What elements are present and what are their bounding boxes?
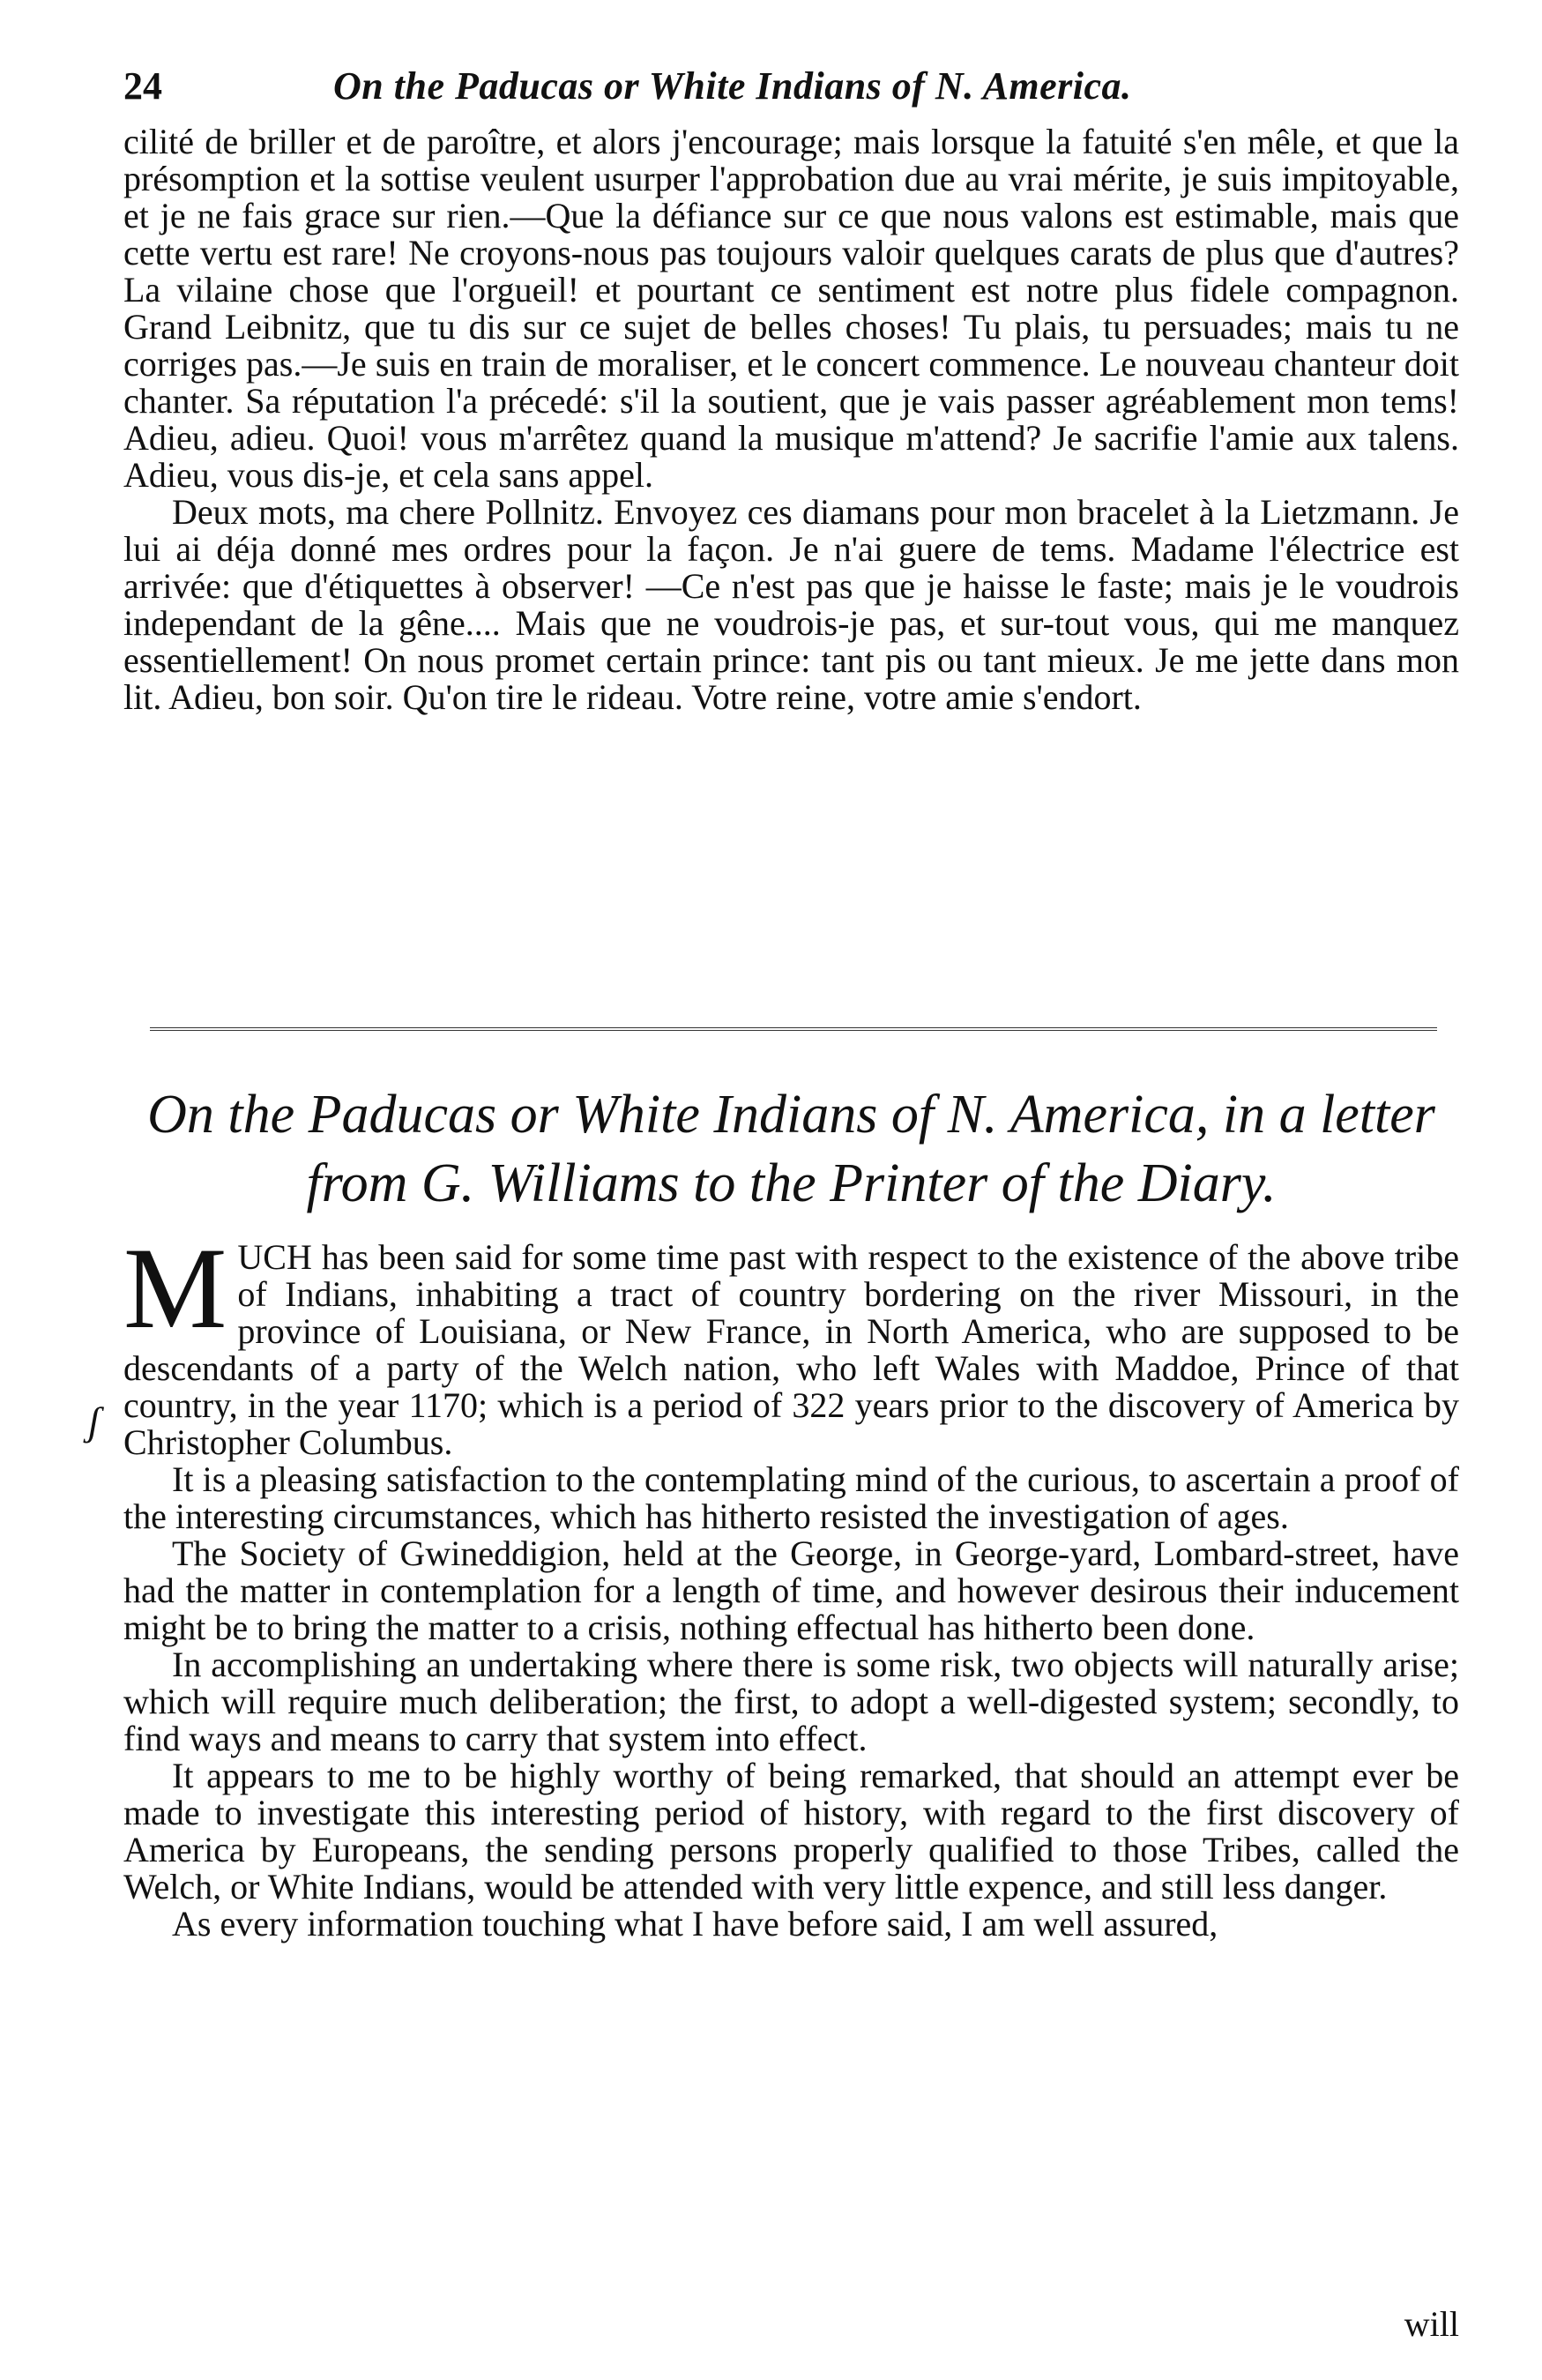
article-text (123, 1223, 1459, 1944)
letter-text (123, 123, 1459, 716)
page-number: 24 (123, 64, 162, 108)
drop-cap: M (123, 1223, 227, 1353)
article-paragraph-2: It is a pleasing satisfaction to the contemplating mind of the curious, to ascertain a proof of the interesting circumstances, which has hitherto resisted the investigation of ages. (123, 1459, 1459, 1536)
article-paragraph-5: It appears to me to be highly worthy of being remarked, that should an attempt ever be made to investigate this interesting period of history, with regard to the first discovery of America by Europeans, the sending persons properly qualified to those Tribes, called the Welch, or White Indians, would be attended with very little expence, and still less danger. (123, 1756, 1459, 1906)
article-paragraph-6: As every information touching what I have before said, I am well assured, (172, 1904, 1218, 1944)
article-paragraph-3: The Society of Gwineddigion, held at the George, in George-yard, Lombard-street, have had the matter in contemplation for a length of time, and however desirous their inducement might be to bring the matter to a crisis, nothing effectual has hitherto been done. (123, 1533, 1459, 1647)
section-divider (150, 1027, 1437, 1031)
article-paragraph-1-text: UCH has been said for some time past with respect to the existence of the above tribe of Indians, inhabiting a tract of country bordering on the river Missouri, in the province of Louisiana, or New France, in North America, who are supposed to be descendants of a party of the Welch nation, who left Wales with Maddoe, Prince of that country, in the year 1170; which is a period of 322 years prior to the discovery of America by Christopher Columbus. (123, 1237, 1459, 1462)
margin-mark: ʃ (88, 1399, 101, 1444)
article-title: On the Paducas or White Indians of N. America, in a letter from G. Williams to the Printer of the Diary. (147, 1085, 1435, 1213)
article-paragraph-4: In accomplishing an undertaking where there is some risk, two objects will naturally arise; which will require much deliberation; the first, to adopt a well-digested system; secondly, to find ways and means to carry that system into effect. (123, 1645, 1459, 1758)
letter-paragraph-1: cilité de briller et de paroître, et alors j'encourage; mais lorsque la fatuité s'en mêle, et que la présomption et la sottise veulent usurper l'approbation due au vrai mérite, je suis impitoyable, et je ne fais grace sur rien.—Que la défiance sur ce que nous valons est estimable, mais que cette vertu est rare! Ne croyons-nous pas toujours valoir quelques carats de plus que d'autres? La vilaine chose que l'orgueil! et pourtant ce sentiment est notre plus fidele compagnon. Grand Leibnitz, que tu dis sur ce sujet de belles choses! Tu plais, tu persuades; mais tu ne corriges pas.—Je suis en train de moraliser, et le concert commence. Le nouveau chanteur doit chanter. Sa réputation l'a précedé: s'il la soutient, que je vais passer agréablement mon tems! Adieu, adieu. Quoi! vous m'arrêtez quand la musique m'attend? Je sacrifie l'amie aux talens. Adieu, vous dis-je, et cela sans appel. (123, 122, 1459, 495)
running-head (123, 63, 1446, 116)
article-paragraph-1 (123, 1223, 1459, 1462)
catchword: will (1404, 2304, 1459, 2344)
letter-paragraph-2: Deux mots, ma chere Pollnitz. Envoyez ces diamans pour mon bracelet à la Lietzmann. Je lui ai déja donné mes ordres pour la façon. Je n'ai guere de tems. Madame l'électrice est arrivée: que d'étiquettes à observer! —Ce n'est pas que je haisse le faste; mais je le voudrois independant de la gêne.... Mais que ne voudrois-je pas, et sur-tout vous, qui me manquez essentiellement! On nous promet certain prince: tant pis ou tant mieux. Je me jette dans mon lit. Adieu, bon soir. Qu'on tire le rideau. Votre reine, votre amie s'endort. (123, 492, 1459, 717)
running-title: On the Paducas or White Indians of N. America. (333, 64, 1132, 108)
